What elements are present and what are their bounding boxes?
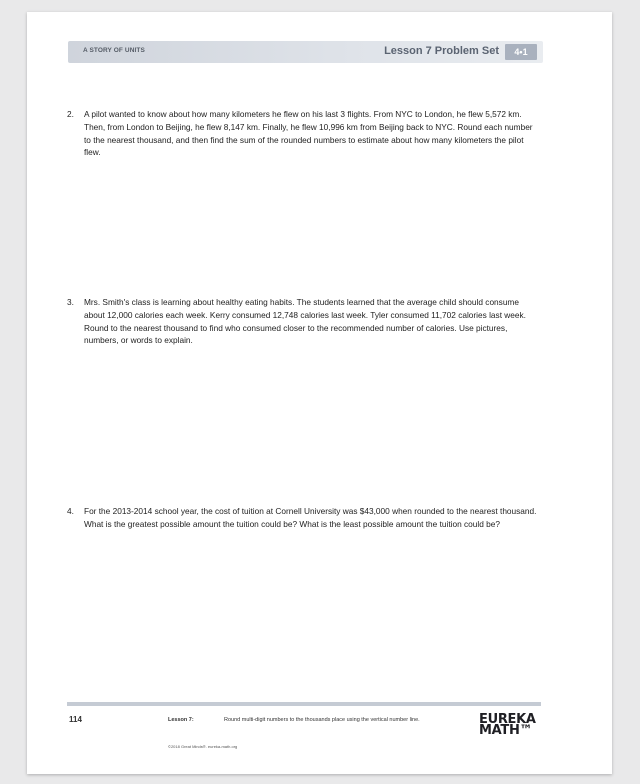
footer-lesson-description: Round multi-digit numbers to the thousands place using the vertical number line. bbox=[224, 717, 420, 723]
problem-3 bbox=[67, 296, 537, 347]
problem-text: For the 2013-2014 school year, the cost of tuition at Cornell University was $43,000 when rounded to the nearest thousand. What is the greatest possible amount the tuition could be? What is the least possible amount the tuition could be? bbox=[84, 506, 537, 529]
copyright-notice: ©2018 Great Minds®. eureka-math.org bbox=[168, 744, 238, 749]
eureka-math-logo bbox=[479, 714, 543, 736]
page-number: 114 bbox=[69, 715, 82, 724]
worksheet-page bbox=[27, 12, 612, 774]
problem-4 bbox=[67, 505, 537, 531]
problem-number: 3. bbox=[67, 297, 74, 307]
logo-line-1: EUREKA bbox=[479, 712, 536, 727]
lesson-title: Lesson 7 Problem Set bbox=[384, 45, 499, 57]
problem-number: 2. bbox=[67, 109, 74, 119]
series-label: A STORY OF UNITS bbox=[83, 47, 145, 54]
problem-text: Mrs. Smith's class is learning about healthy eating habits. The students learned that the average child should consume about 12,000 calories each week. Kerry consumed 12,748 calories last week. Tyler consumed 11,702 calories last week. Round to the nearest thousand to find who consumed closer to the recommended number of calories. Use pictures, numbers, or words to explain. bbox=[84, 297, 526, 346]
footer-lesson-label: Lesson 7: bbox=[168, 717, 194, 723]
footer-divider bbox=[67, 702, 541, 706]
header-bar bbox=[68, 41, 543, 63]
problem-2 bbox=[67, 108, 537, 159]
problem-text: A pilot wanted to know about how many kilometers he flew on his last 3 flights. From NYC to London, he flew 5,572 km. Then, from London to Beijing, he flew 8,147 km. Finally, he flew 10,996 km from Beijing back to NYC. Round each number to the nearest thousand, and then find the sum of the rounded numbers to estimate about how many kilometers the pilot flew. bbox=[84, 109, 533, 158]
grade-module-badge: 4•1 bbox=[505, 44, 537, 60]
problem-number: 4. bbox=[67, 506, 74, 516]
logo-line-2: MATH™ bbox=[479, 723, 533, 738]
